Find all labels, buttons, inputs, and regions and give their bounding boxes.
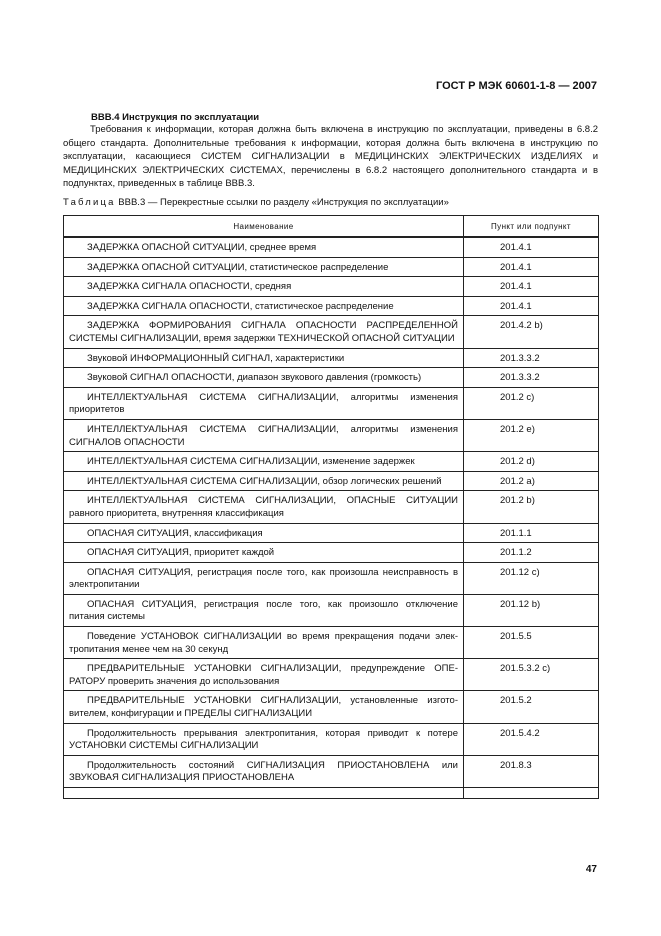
row-ref-cell: 201.2 а)	[464, 471, 599, 491]
table-caption-label: Таблица	[63, 197, 116, 208]
table-row	[64, 471, 599, 491]
table-row	[64, 387, 599, 419]
row-ref-cell: 201.1.1	[464, 523, 599, 543]
row-name-cell: ИНТЕЛЛЕКТУАЛЬНАЯ СИСТЕМА СИГНАЛИЗАЦИИ, обзор логических решений	[64, 471, 464, 491]
table-row	[64, 523, 599, 543]
row-ref-cell: 201.4.1	[464, 296, 599, 316]
row-ref-cell: 201.4.1	[464, 257, 599, 277]
row-name-cell: ОПАСНАЯ СИТУАЦИЯ, приоритет каждой	[64, 543, 464, 563]
table-row	[64, 316, 599, 348]
row-name-cell: ИНТЕЛЛЕКТУАЛЬНАЯ СИСТЕМА СИГНАЛИЗАЦИИ, изменение задержек	[64, 452, 464, 472]
table-row	[64, 257, 599, 277]
row-ref-cell: 201.12 b)	[464, 594, 599, 626]
row-name-cell: ОПАСНАЯ СИТУАЦИЯ, регистрация после того, как произошло отключение питания системы	[64, 594, 464, 626]
row-name-cell: ЗАДЕРЖКА ФОРМИРОВАНИЯ СИГНАЛА ОПАСНОСТИ РАСПРЕДЕЛЕННОЙ СИСТЕМЫ СИГНАЛИЗАЦИИ, время задержки ТЕХНИЧЕСКОЙ ОПАСНОЙ СИТУАЦИИ	[64, 316, 464, 348]
table-row	[64, 296, 599, 316]
table-row	[64, 659, 599, 691]
row-name-cell: ПРЕДВАРИТЕЛЬНЫЕ УСТАНОВКИ СИГНАЛИЗАЦИИ, предупреждение ОПЕРАТОРУ проверить значения до использования	[64, 659, 464, 691]
table-row	[64, 594, 599, 626]
table-bottom-spacer	[64, 788, 599, 799]
table-row	[64, 562, 599, 594]
row-ref-cell: 201.8.3	[464, 755, 599, 787]
column-header-ref: Пункт или подпункт	[464, 216, 599, 238]
table-row	[64, 348, 599, 368]
row-ref-cell: 201.3.3.2	[464, 368, 599, 388]
table-row	[64, 419, 599, 451]
table-body	[64, 237, 599, 799]
row-name-cell: ЗАДЕРЖКА СИГНАЛА ОПАСНОСТИ, средняя	[64, 277, 464, 297]
row-ref-cell: 201.1.2	[464, 543, 599, 563]
column-header-name: Наименование	[64, 216, 464, 238]
row-ref-cell: 201.4.2 b)	[464, 316, 599, 348]
row-ref-cell: 201.5.4.2	[464, 723, 599, 755]
cross-reference-table	[63, 215, 599, 799]
row-ref-cell: 201.5.2	[464, 691, 599, 723]
empty-cell	[64, 788, 464, 799]
table-row	[64, 491, 599, 523]
table-row	[64, 277, 599, 297]
table-row	[64, 627, 599, 659]
row-ref-cell: 201.5.5	[464, 627, 599, 659]
row-name-cell: ЗАДЕРЖКА СИГНАЛА ОПАСНОСТИ, статистическое распределение	[64, 296, 464, 316]
row-name-cell: Продолжительность состояний СИГНАЛИЗАЦИЯ ПРИОСТАНОВЛЕНА или ЗВУКОВАЯ СИГНАЛИЗАЦИЯ ПРИОСТАНОВЛЕНА	[64, 755, 464, 787]
row-name-cell: Продолжительность прерывания электропитания, которая приводит к потере УСТАНОВКИ СИСТЕМЫ СИГНАЛИЗАЦИИ	[64, 723, 464, 755]
row-ref-cell: 201.4.1	[464, 277, 599, 297]
row-name-cell: ИНТЕЛЛЕКТУАЛЬНАЯ СИСТЕМА СИГНАЛИЗАЦИИ, алгоритмы изменения СИГНАЛОВ ОПАСНОСТИ	[64, 419, 464, 451]
table-caption	[63, 197, 449, 208]
table-row	[64, 691, 599, 723]
row-ref-cell: 201.12 с)	[464, 562, 599, 594]
row-ref-cell: 201.2 с)	[464, 387, 599, 419]
section-title: ВВВ.4 Инструкция по эксплуатации	[91, 112, 260, 123]
row-name-cell: ПРЕДВАРИТЕЛЬНЫЕ УСТАНОВКИ СИГНАЛИЗАЦИИ, установленные изготовителем, конфигурации и ПРЕДЕЛЫ СИГНАЛИЗАЦИИ	[64, 691, 464, 723]
row-name-cell: ЗАДЕРЖКА ОПАСНОЙ СИТУАЦИИ, среднее время	[64, 237, 464, 257]
row-ref-cell: 201.4.1	[464, 237, 599, 257]
row-name-cell: Поведение УСТАНОВОК СИГНАЛИЗАЦИИ во время прекращения подачи электропитания менее чем на 30 секунд	[64, 627, 464, 659]
table-row	[64, 543, 599, 563]
row-ref-cell: 201.5.3.2 с)	[464, 659, 599, 691]
page-number: 47	[585, 864, 597, 875]
table-row	[64, 452, 599, 472]
row-ref-cell: 201.2 b)	[464, 491, 599, 523]
row-name-cell: Звуковой ИНФОРМАЦИОННЫЙ СИГНАЛ, характеристики	[64, 348, 464, 368]
table-row	[64, 723, 599, 755]
row-ref-cell: 201.2 d)	[464, 452, 599, 472]
row-name-cell: ОПАСНАЯ СИТУАЦИЯ, регистрация после того, как произошла неисправность в электропитании	[64, 562, 464, 594]
table-row	[64, 755, 599, 787]
table-row	[64, 237, 599, 257]
row-ref-cell: 201.2 е)	[464, 419, 599, 451]
empty-cell	[464, 788, 599, 799]
row-name-cell: ЗАДЕРЖКА ОПАСНОЙ СИТУАЦИИ, статистическое распределение	[64, 257, 464, 277]
row-ref-cell: 201.3.3.2	[464, 348, 599, 368]
document-header: ГОСТ Р МЭК 60601-1-8 — 2007	[436, 80, 597, 92]
section-intro-text: Требования к информации, которая должна быть включена в инструкцию по эксплуатации, приведены в 6.8.2 общего стандарта. Дополнительные требования к информации, которая должна быть включена в инструкцию по эксплуатации, касающиеся СИСТЕМ СИГНАЛИЗАЦИИ в МЕДИЦИНСКИХ ЭЛЕКТРИЧЕСКИХ ИЗДЕЛИЯХ и МЕДИЦИНСКИХ ЭЛЕКТРИЧЕСКИХ СИСТЕМАХ, перечислены в 6.8.2 настоящего дополнительного стандарта и в подпунктах, приведенных в таблице ВВВ.3.	[63, 124, 598, 189]
table-caption-text: ВВВ.3 — Перекрестные ссылки по разделу «Инструкция по эксплуатации»	[118, 197, 449, 208]
row-name-cell: ИНТЕЛЛЕКТУАЛЬНАЯ СИСТЕМА СИГНАЛИЗАЦИИ, алгоритмы изменения приоритетов	[64, 387, 464, 419]
table-row	[64, 368, 599, 388]
row-name-cell: Звуковой СИГНАЛ ОПАСНОСТИ, диапазон звукового давления (громкость)	[64, 368, 464, 388]
row-name-cell: ИНТЕЛЛЕКТУАЛЬНАЯ СИСТЕМА СИГНАЛИЗАЦИИ, ОПАСНЫЕ СИТУАЦИИ равного приоритета, внутренняя классификация	[64, 491, 464, 523]
table-header-row	[64, 216, 599, 238]
row-name-cell: ОПАСНАЯ СИТУАЦИЯ, классификация	[64, 523, 464, 543]
